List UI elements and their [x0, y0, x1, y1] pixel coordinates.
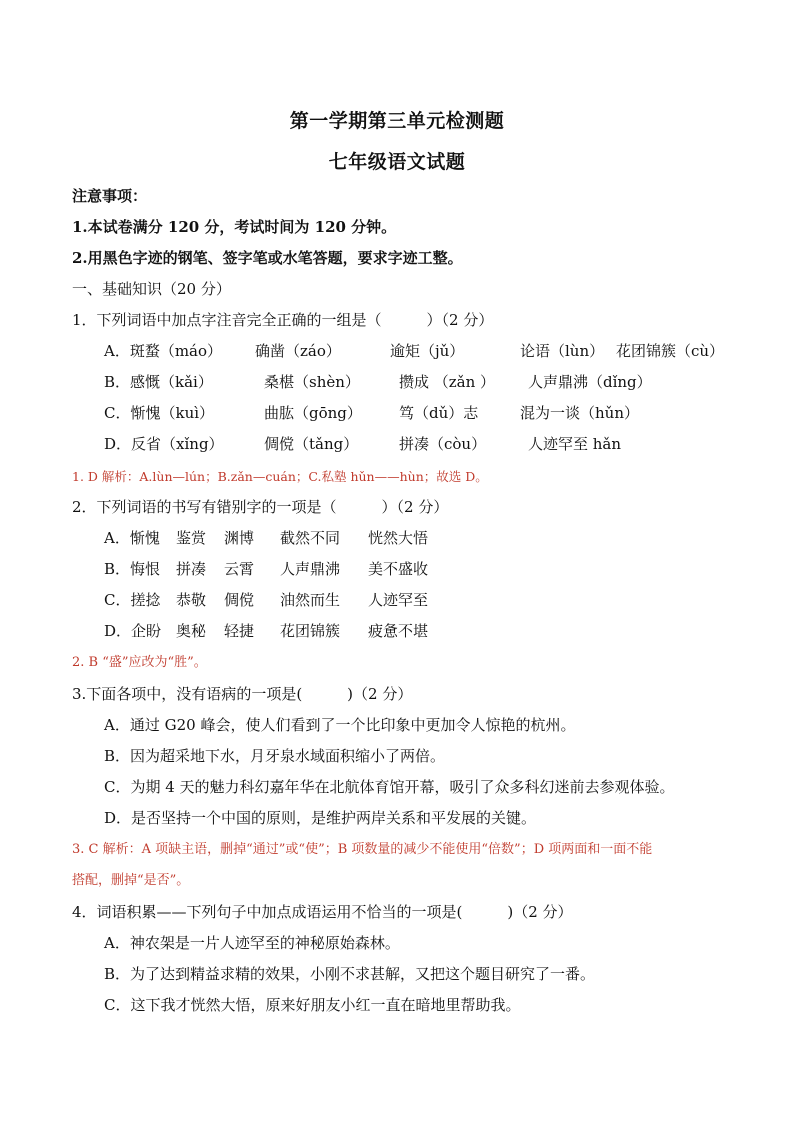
- q2-option-a-3: 渊博: [224, 529, 255, 547]
- q1-option-c-2: 曲肱（gōng）: [264, 404, 362, 422]
- q1-option-a-4: 论语（lùn）: [520, 342, 605, 360]
- q1-option-a-3: 逾矩（jǔ）: [390, 342, 465, 360]
- q4-option-c: C．这下我才恍然大悟，原来好朋友小红一直在暗地里帮助我。: [104, 996, 521, 1014]
- q2-option-a-5: 恍然大悟: [368, 529, 429, 547]
- q2-option-c-1: C．搓捻: [104, 591, 161, 609]
- question-3-answer-line-1: 3. C 解析：A 项缺主语，删掉“通过”或“使”；B 项数量的减少不能使用“倍数”；D 项两面和一面不能: [72, 842, 653, 857]
- exam-title: 第一学期第三单元检测题: [289, 110, 505, 132]
- question-1-answer: 1. D 解析：A.lùn—lún；B.zǎn—cuán；C.私塾 hǔn——hùn；故选 D。: [72, 469, 488, 484]
- q3-option-c: C．为期 4 天的魅力科幻嘉年华在北航体育馆开幕，吸引了众多科幻迷前去参观体验。: [104, 778, 675, 796]
- q2-option-d-1: D．企盼: [104, 622, 162, 640]
- q2-option-b-1: B．悔恨: [104, 560, 161, 578]
- q2-option-d-3: 轻捷: [224, 622, 255, 640]
- q2-option-c-2: 恭敬: [176, 591, 207, 609]
- q2-option-d-2: 奥秘: [176, 622, 207, 640]
- q1-option-b-3: 攒成 （zǎn ）: [399, 373, 496, 391]
- q1-option-c-1: C．惭愧（kuì）: [104, 404, 215, 422]
- q2-option-c-4: 油然而生: [280, 591, 341, 609]
- q2-option-c-5: 人迹罕至: [368, 591, 429, 609]
- q2-option-b-3: 云霄: [224, 560, 255, 578]
- q1-option-d-3: 拼凑（còu）: [399, 435, 487, 453]
- q1-option-a-5: 花团锦簇（cù）: [616, 342, 725, 360]
- question-1-stem: 1．下列词语中加点字注音完全正确的一组是（ ）（2 分）: [72, 311, 494, 329]
- q1-option-b-2: 桑椹（shèn）: [264, 373, 360, 391]
- q4-option-a: A．神农架是一片人迹罕至的神秘原始森林。: [104, 934, 400, 952]
- question-2-stem: 2．下列词语的书写有错别字的一项是（ ）（2 分）: [72, 498, 449, 516]
- q1-option-c-4: 混为一谈（hǔn）: [520, 404, 639, 422]
- notes-heading: 注意事项：: [72, 187, 148, 205]
- q2-option-b-5: 美不盛收: [368, 560, 429, 578]
- notes-item-1: 1.本试卷满分 120 分，考试时间为 120 分钟。: [72, 218, 397, 236]
- question-3-answer-line-2: 搭配，删掉“是否”。: [72, 873, 190, 888]
- q2-option-a-1: A．惭愧: [104, 529, 160, 547]
- q1-option-a-1: A．斑蝥（máo）: [104, 342, 223, 360]
- q1-option-d-1: D．反省（xǐng）: [104, 435, 224, 453]
- q1-option-d-4: 人迹罕至 hǎn: [528, 435, 622, 453]
- question-2-answer: 2. B “盛”应改为“胜”。: [72, 655, 207, 670]
- section-heading: 一、基础知识（20 分）: [72, 280, 231, 298]
- q1-option-b-1: B．感慨（kǎi）: [104, 373, 213, 391]
- q2-option-b-2: 拼凑: [176, 560, 207, 578]
- q2-option-a-4: 截然不同: [280, 529, 341, 547]
- q3-option-d: D．是否坚持一个中国的原则，是维护两岸关系和平发展的关键。: [104, 809, 537, 827]
- q4-option-b: B．为了达到精益求精的效果，小刚不求甚解，又把这个题目研究了一番。: [104, 965, 596, 983]
- q1-option-b-4: 人声鼎沸（dǐng）: [528, 373, 652, 391]
- q2-option-d-5: 疲惫不堪: [368, 622, 429, 640]
- q3-option-b: B．因为超采地下水，月牙泉水域面积缩小了两倍。: [104, 747, 446, 765]
- exam-subtitle: 七年级语文试题: [328, 151, 466, 173]
- q2-option-d-4: 花团锦簇: [280, 622, 341, 640]
- q3-option-a: A．通过 G20 峰会，使人们看到了一个比印象中更加令人惊艳的杭州。: [104, 716, 576, 734]
- question-4-stem: 4．词语积累——下列句子中加点成语运用不恰当的一项是( )（2 分）: [72, 903, 573, 921]
- q1-option-a-2: 确凿（záo）: [255, 342, 341, 360]
- q1-option-d-2: 倜傥（tǎng）: [264, 435, 359, 453]
- q1-option-c-3: 笃（dǔ）志: [399, 404, 479, 422]
- question-3-stem: 3.下面各项中，没有语病的一项是( )（2 分）: [72, 685, 413, 703]
- q2-option-c-3: 倜傥: [224, 591, 255, 609]
- q2-option-b-4: 人声鼎沸: [280, 560, 341, 578]
- q2-option-a-2: 鉴赏: [176, 529, 207, 547]
- notes-item-2: 2.用黑色字迹的钢笔、签字笔或水笔答题，要求字迹工整。: [72, 249, 463, 267]
